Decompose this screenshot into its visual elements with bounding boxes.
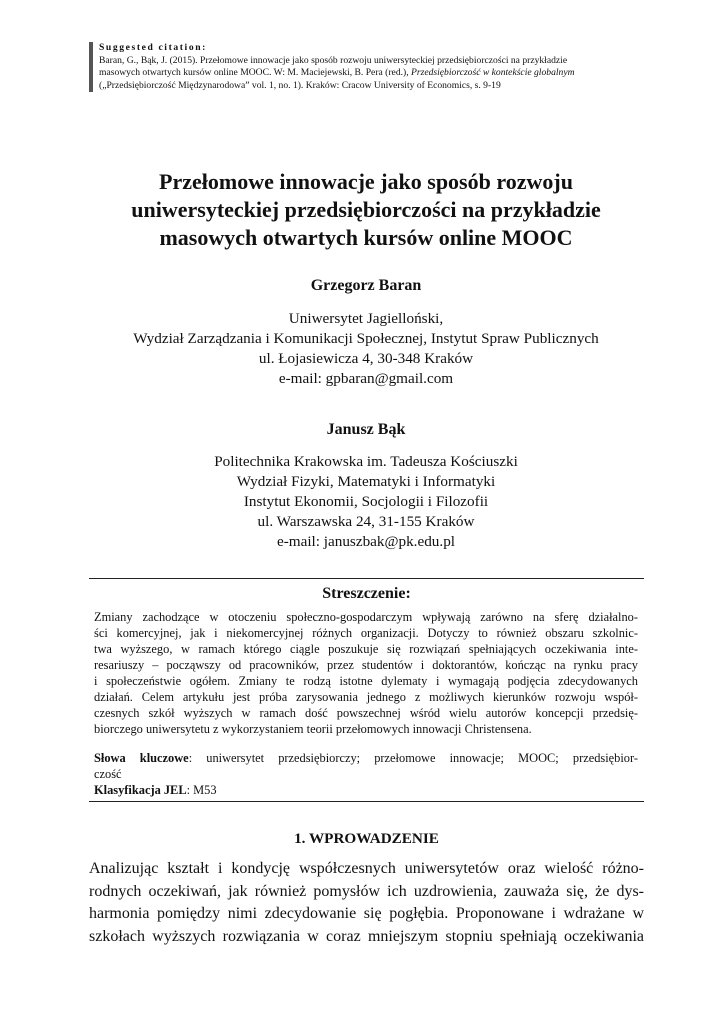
- citation-line: masowych otwartych kursów online MOOC. W: M. Maciejewski, B. Pera (red.), Przedsiębiorczość w kontekście globalnym: [99, 67, 575, 78]
- citation-line: Baran, G., Bąk, J. (2015). Przełomowe innowacje jako sposób rozwoju uniwersyteckiej przedsiębiorczości na przykładzie: [99, 54, 568, 66]
- abstract-body: Zmiany zachodzące w otoczeniu społeczno-gospodarczym wpływają zarówno na sferę działalno- ści komercyjnej, jak i niekomercyjnej różnych organizacji. Dotyczy to również obszaru szkolnic- twa wyższego, w ramach którego ciągle poszukuje się rozwiązań spełniających oczekiwania inte- resariuszy – począwszy od pracowników, przez studentów i doktorantów, kończąc na rynku pracy i społeczeństwie ogółem. Zmiany te rodzą istotne dylematy i wymagają podjęcia zdecydowanych działań. Celem artykułu jest próba zarysowania jednego z możliwych kierunków rozwoju współ- czesnych szkół wyższych w ramach dość powszechnej wśród wielu autorów koncepcji przedsię- biorczego uniwersytetu z wykorzystaniem teorii przełomowych innowacji Christensena.: [94, 610, 638, 736]
- jel-classification: Klasyfikacja JEL: M53: [94, 783, 217, 797]
- author-email: e-mail: gpbaran@gmail.com: [278, 370, 454, 387]
- citation-book-title: Przedsiębiorczość w kontekście globalnym: [411, 67, 575, 78]
- author-name: Grzegorz Baran: [310, 277, 422, 294]
- author-affiliation: Politechnika Krakowska im. Tadeusza Kościuszki Wydział Fizyki, Matematyki i Informatyki Instytut Ekonomii, Socjologii i Filozofii ul. Warszawska 24, 31-155 Kraków e-mail: januszbak@pk.edu.pl: [60, 452, 672, 552]
- suggested-citation: [89, 42, 659, 92]
- author-email: e-mail: januszbak@pk.edu.pl: [276, 533, 456, 550]
- section-heading: 1. WPROWADZENIE: [294, 830, 439, 847]
- author-name: Janusz Bąk: [326, 421, 406, 438]
- citation-label: Suggested citation:: [99, 42, 207, 53]
- keywords: Słowa kluczowe: uniwersytet przedsiębiorczy; przełomowe innowacje; MOOC; przedsiębior- czość Klasyfikacja JEL: M53: [94, 751, 638, 797]
- section-body: Analizując kształt i kondycję współczesnych uniwersytetów oraz wielość różno- rodnych oczekiwań, jak również pomysłów ich uzdrowienia, zauważa się, że dys- harmonia pomiędzy nimi zdecydowanie się pogłębia. Proponowane i wdrażane w szkołach wyższych rozwiązania w coraz mniejszym stopniu spełniają oczekiwania: [89, 860, 644, 945]
- abstract-bottom-rule: [89, 801, 644, 802]
- abstract-heading: Streszczenie:: [322, 585, 411, 602]
- citation-line: („Przedsiębiorczość Międzynarodowa” vol. 1, no. 1). Kraków: Cracow University of Economics, s. 9-19: [99, 79, 501, 91]
- keywords-label: Słowa kluczowe: [94, 751, 189, 765]
- author-affiliation: Uniwersytet Jagielloński, Wydział Zarządzania i Komunikacji Społecznej, Instytut Spraw Publicznych ul. Łojasiewicza 4, 30-348 Kraków e-mail: gpbaran@gmail.com: [60, 309, 672, 389]
- abstract-top-rule: [89, 578, 644, 579]
- paper-title: Przełomowe innowacje jako sposób rozwoju uniwersyteckiej przedsiębiorczości na przykładzie masowych otwartych kursów online MOOC: [131, 169, 601, 250]
